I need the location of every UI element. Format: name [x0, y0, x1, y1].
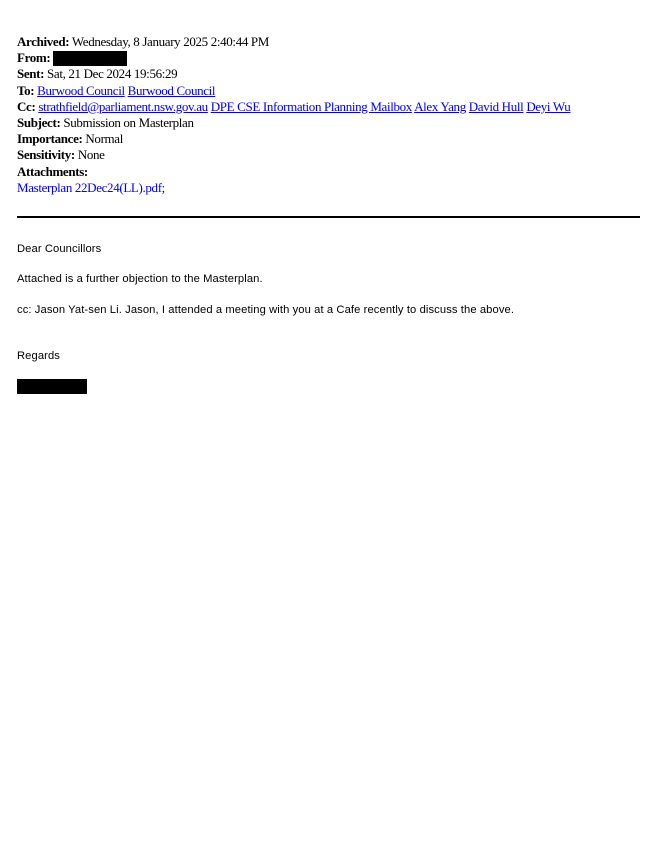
to-row	[17, 83, 570, 99]
archived-row	[17, 34, 570, 50]
email-header	[17, 34, 570, 196]
cc-recipient-5[interactable]: Deyi Wu	[526, 98, 571, 114]
attachments-label: Attachments:	[17, 163, 88, 179]
cc-recipient-3[interactable]: Alex Yang	[414, 98, 466, 114]
attachments-row	[17, 164, 570, 180]
archived-label: Archived:	[17, 34, 70, 49]
subject-value: Submission on Masterplan	[63, 114, 194, 130]
sent-label: Sent:	[17, 66, 45, 82]
body-line-1: Attached is a further objection to the Masterplan.	[17, 273, 263, 285]
to-recipient-1[interactable]: Burwood Council	[37, 82, 125, 98]
greeting: Dear Councillors	[17, 243, 102, 255]
importance-value: Normal	[85, 131, 123, 147]
sensitivity-value: None	[77, 147, 105, 163]
cc-label: Cc:	[17, 98, 36, 114]
from-redaction	[53, 51, 127, 66]
cc-recipient-1[interactable]: strathfield@parliament.nsw.gov.au	[38, 98, 208, 114]
cc-row	[17, 99, 570, 115]
attachment-row	[17, 180, 570, 196]
importance-row	[17, 131, 570, 147]
from-label: From:	[17, 50, 51, 66]
to-label: To:	[17, 82, 35, 98]
body-line-2: cc: Jason Yat-sen Li. Jason, I attended a meeting with you at a Cafe recently to discuss the above.	[17, 304, 515, 316]
signature-redaction	[17, 379, 87, 394]
from-row	[17, 50, 570, 66]
closing: Regards	[17, 350, 60, 362]
sensitivity-row	[17, 147, 570, 163]
cc-recipient-2[interactable]: DPE CSE Information Planning Mailbox	[210, 98, 412, 114]
archived-value: Wednesday, 8 January 2025 2:40:44 PM	[71, 34, 269, 49]
sent-value: Sat, 21 Dec 2024 19:56:29	[47, 66, 178, 82]
sensitivity-label: Sensitivity:	[17, 147, 75, 163]
sent-row	[17, 66, 570, 82]
attachment-link[interactable]: Masterplan 22Dec24(LL).pdf;	[17, 179, 165, 195]
subject-row	[17, 115, 570, 131]
importance-label: Importance:	[17, 131, 83, 147]
cc-recipient-4[interactable]: David Hull	[468, 98, 524, 114]
header-divider	[17, 216, 640, 218]
to-recipient-2[interactable]: Burwood Council	[127, 82, 216, 98]
subject-label: Subject:	[17, 114, 61, 130]
